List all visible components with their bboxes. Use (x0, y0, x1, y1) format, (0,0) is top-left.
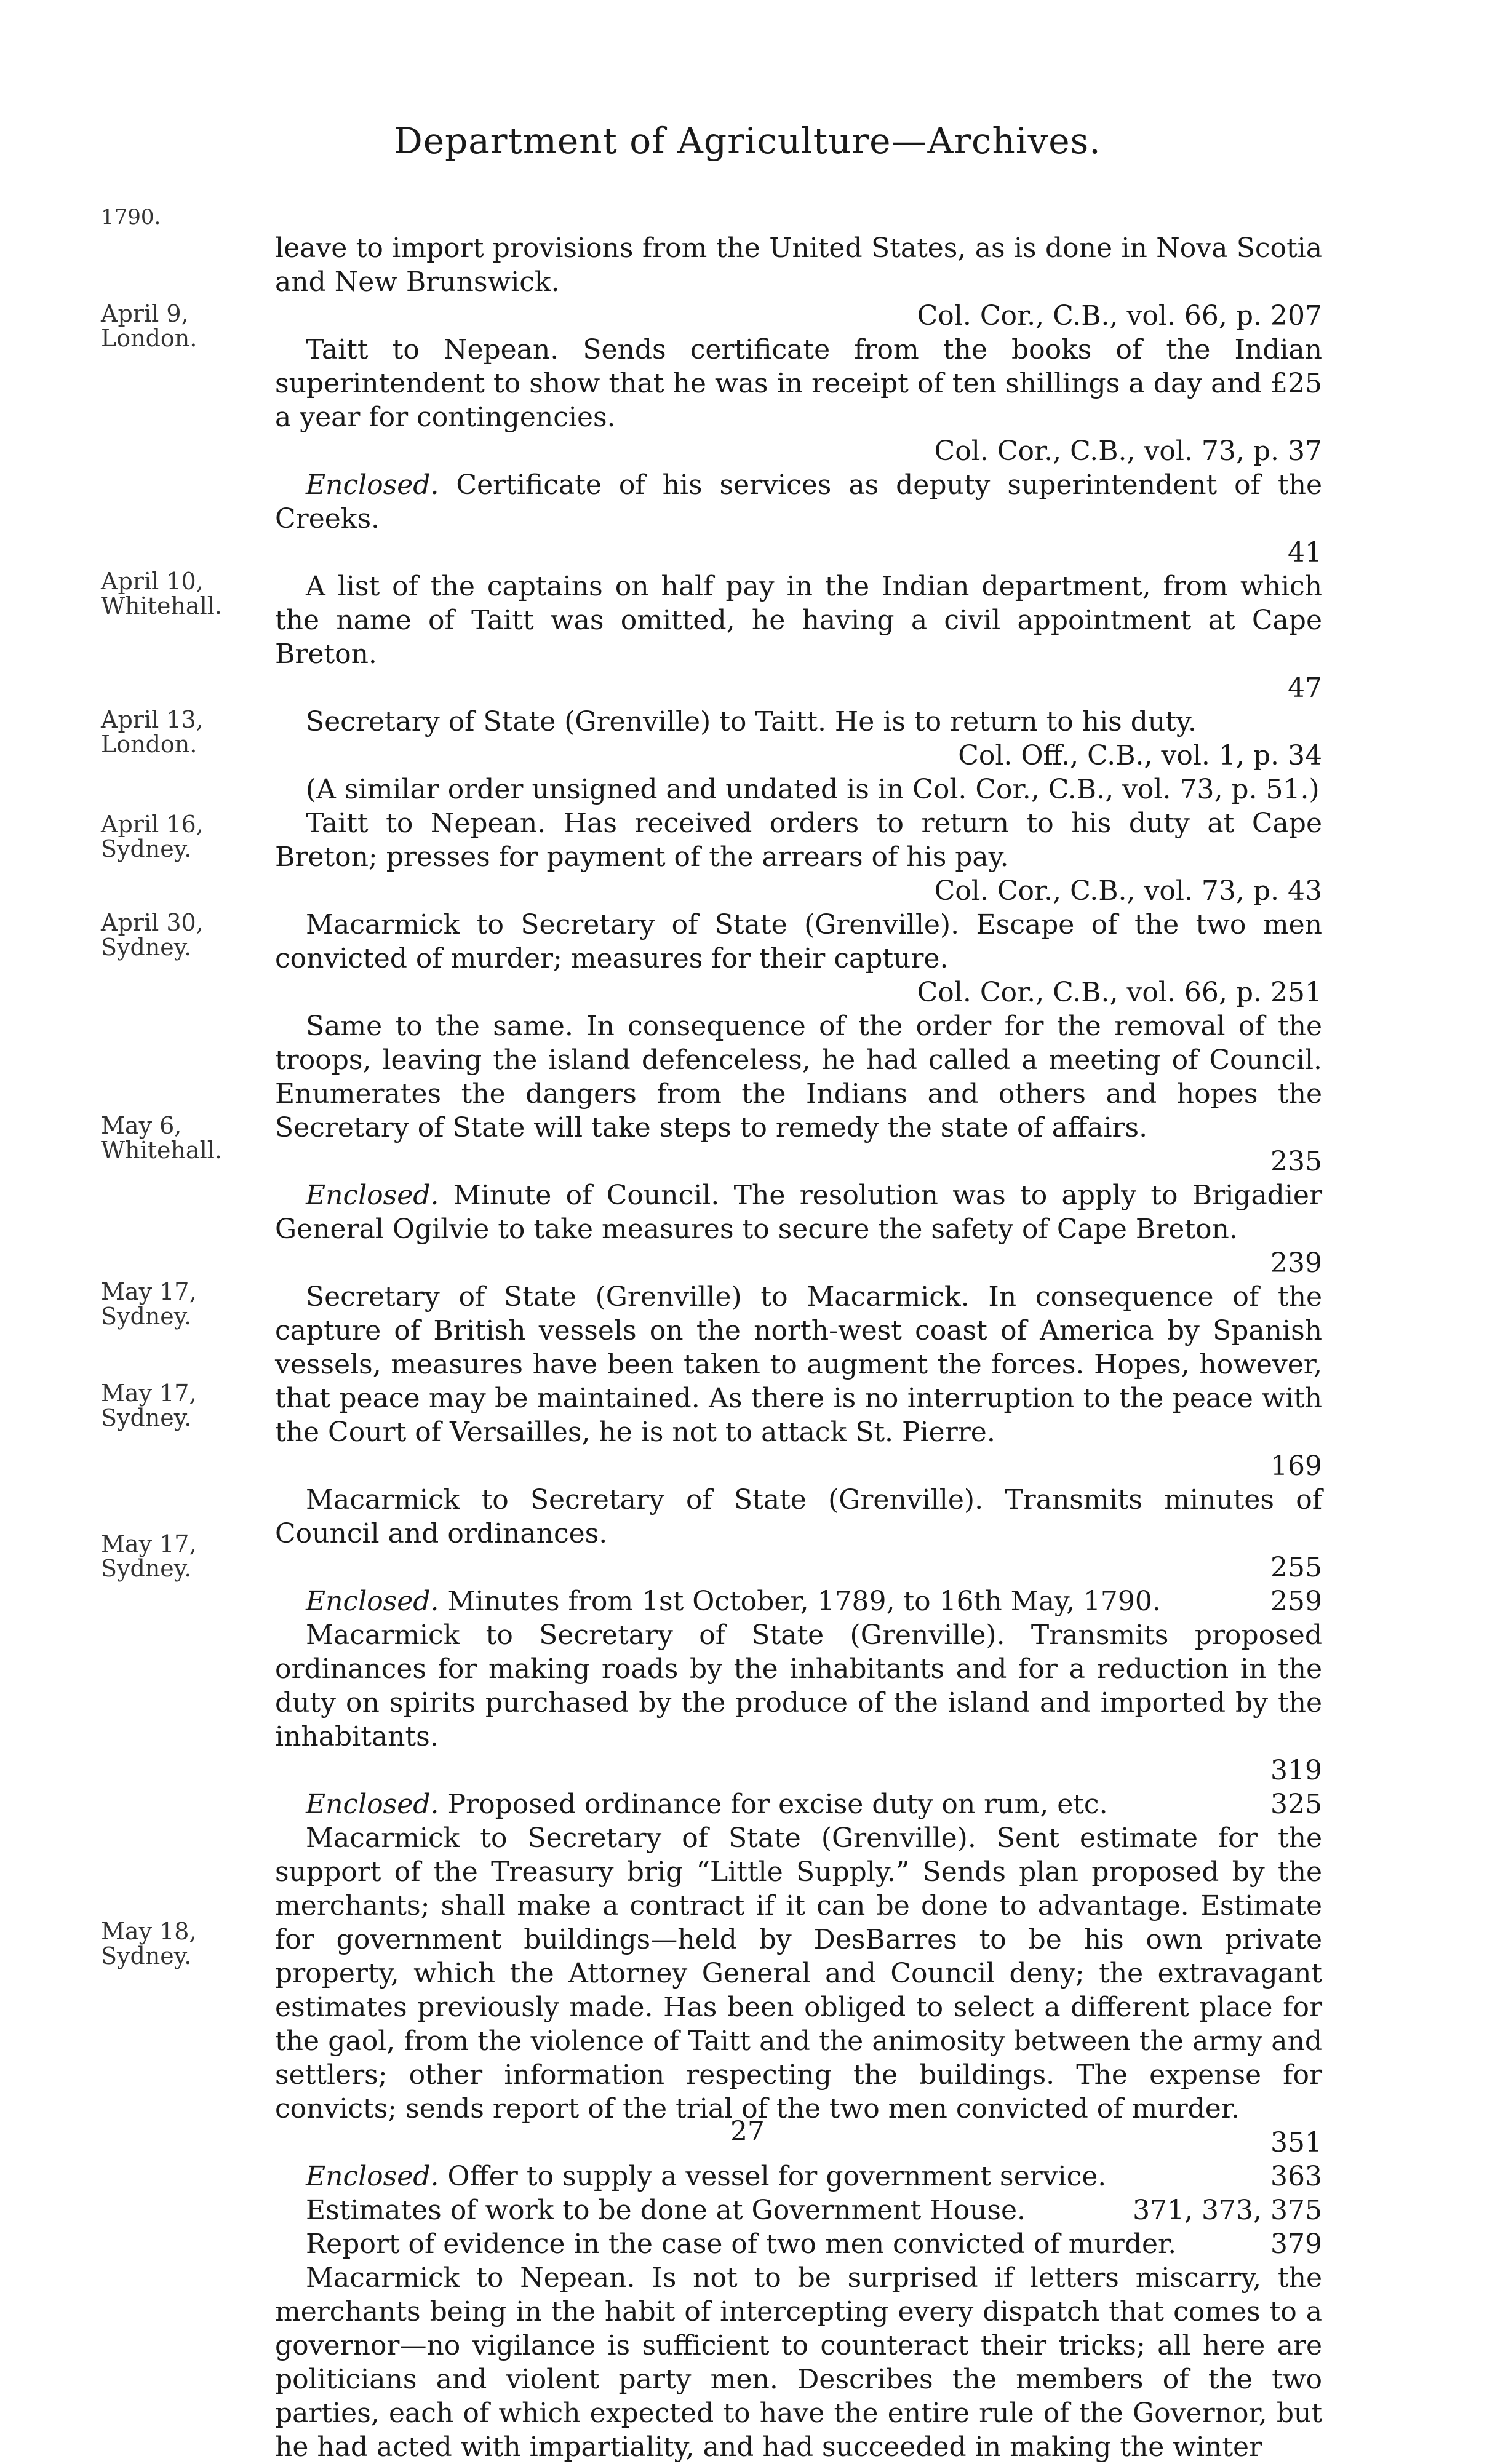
entry (275, 1483, 1322, 1584)
entry (275, 570, 1322, 705)
entry (275, 705, 1322, 806)
margin-note (101, 569, 249, 618)
margin-date: May 17, (101, 1380, 197, 1407)
enclosure-row (275, 1584, 1322, 1618)
entry (275, 1009, 1322, 1178)
enclosure-row (275, 2193, 1322, 2227)
margin-date: April 10, (101, 568, 204, 595)
entry-reference: Col. Off., C.B., vol. 1, p. 34 (958, 740, 1322, 771)
margin-date: May 18, (101, 1918, 197, 1945)
enclosure-row (275, 2160, 1322, 2193)
enclosed-label: Enclosed. (306, 469, 439, 501)
margin-note (101, 1919, 249, 1968)
margin-place: London. (101, 325, 197, 352)
entry-page: 259 (1270, 1586, 1322, 1617)
entry (275, 1821, 1322, 2160)
entry (275, 333, 1322, 468)
entry-reference: Col. Cor., C.B., vol. 66, p. 207 (917, 300, 1322, 332)
entry-text: Estimates of work to be done at Government House. (306, 2195, 1026, 2226)
entry-page: 325 (1270, 1789, 1322, 1820)
entry-text: Minutes from 1st October, 1789, to 16th May, 1790. (447, 1586, 1161, 1617)
margin-place: Whitehall. (101, 592, 222, 619)
entry-text: Macarmick to Nepean. Is not to be surprised if letters miscarry, the merchants being in the habit of intercepting every dispatch that comes to a governor—no vigilance is sufficient to counteract their tricks; all here are politicians and violent party men. Describes the members of the two parties, each of which expected to have the entire rule of the Governor, but he had acted with impartiality, and had succeeded in making the winter (275, 2262, 1322, 2463)
entry-page: 235 (1270, 1146, 1322, 1177)
margin-note (101, 1113, 249, 1162)
margin-place: London. (101, 731, 197, 758)
year-label: 1790. (101, 205, 161, 229)
entry-page: 47 (1288, 672, 1322, 704)
margin-note (101, 707, 249, 757)
entry-page: 363 (1270, 2161, 1322, 2192)
enclosure-row (275, 1787, 1322, 1821)
entry (275, 806, 1322, 908)
margin-place: Sydney. (101, 1555, 192, 1582)
entry-text: Secretary of State (Grenville) to Macarmick. In consequence of the capture of British vessels on the north-west coast of America by Spanish vessels, measures have been taken to augment the forces. Hopes, however, that peace may be maintained. As there is no interruption to the peace with the Court of Versailles, he is not to attack St. Pierre. (275, 1281, 1322, 1448)
entry-text: Report of evidence in the case of two men convicted of murder. (306, 2228, 1177, 2260)
entry-note: (A similar order unsigned and undated is in Col. Cor., C.B., vol. 73, p. 51.) (306, 774, 1320, 805)
entry-page: 379 (1270, 2228, 1322, 2260)
entry (275, 468, 1322, 570)
entry-reference: Col. Cor., C.B., vol. 73, p. 37 (934, 435, 1322, 467)
enclosed-label: Enclosed. (306, 1180, 439, 1211)
entry-text: Secretary of State (Grenville) to Taitt. He is to return to his duty. (306, 706, 1197, 737)
margin-note (101, 910, 249, 960)
entry (275, 908, 1322, 1009)
margin-note (101, 1532, 249, 1581)
entry-page: 239 (1270, 1247, 1322, 1279)
entry (275, 1178, 1322, 1280)
margin-place: Sydney. (101, 934, 192, 961)
enclosed-label: Enclosed. (306, 2161, 439, 2192)
entry-page: 319 (1270, 1755, 1322, 1786)
enclosed-label: Enclosed. (306, 1586, 439, 1617)
margin-note (101, 1381, 249, 1430)
enclosed-label: Enclosed. (306, 1789, 439, 1820)
entry (275, 1618, 1322, 1787)
entry-text: leave to import provisions from the United States, as is done in Nova Scotia and New Brunswick. (275, 232, 1322, 298)
entry-reference: Col. Cor., C.B., vol. 66, p. 251 (917, 977, 1322, 1008)
margin-place: Sydney. (101, 1404, 192, 1431)
entry (275, 231, 1322, 333)
page-title: Department of Agriculture—Archives. (394, 120, 1101, 162)
entry-text: Proposed ordinance for excise duty on rum, etc. (447, 1789, 1108, 1820)
margin-date: May 17, (101, 1530, 197, 1557)
entry-text: A list of the captains on half pay in the Indian department, from which the name of Taitt was omitted, he having a civil appointment at Cape Breton. (275, 571, 1322, 670)
entry-text: Offer to supply a vessel for government service. (447, 2161, 1107, 2192)
entry-text: Minute of Council. The resolution was to apply to Brigadier General Ogilvie to take measures to secure the safety of Cape Breton. (275, 1180, 1322, 1245)
margin-date: April 13, (101, 706, 204, 733)
entry-page: 41 (1288, 537, 1322, 568)
page-number: 27 (730, 2116, 765, 2147)
entry-reference: Col. Cor., C.B., vol. 73, p. 43 (934, 875, 1322, 907)
margin-note (101, 812, 249, 861)
entry-page: 371, 373, 375 (1133, 2195, 1322, 2226)
margin-date: April 30, (101, 909, 204, 936)
entry-page: 255 (1270, 1552, 1322, 1583)
margin-place: Whitehall. (101, 1137, 222, 1164)
margin-date: May 6, (101, 1112, 182, 1139)
margin-note (101, 301, 249, 351)
entry-text: Macarmick to Secretary of State (Grenville). Sent estimate for the support of the Treasury brig “Little Supply.” Sends plan proposed by the merchants; shall make a contract if it can be done to advantage. Estimate for government buildings—held by DesBarres to be his own private property, which the Attorney General and Council deny; the extravagant estimates previously made. Has been obliged to select a different place for the gaol, from the violence of Taitt and the animosity between the army and settlers; other information respecting the buildings. The expense for convicts; sends report of the trial of the two men convicted of murder. (275, 1822, 1322, 2124)
entry-text: Macarmick to Secretary of State (Grenville). Transmits minutes of Council and ordinances. (275, 1484, 1322, 1549)
entry-text: Macarmick to Secretary of State (Grenville). Transmits proposed ordinances for making roads by the inhabitants and for a reduction in the duty on spirits purchased by the produce of the island and imported by the inhabitants. (275, 1619, 1322, 1752)
margin-date: April 16, (101, 811, 204, 838)
margin-date: May 17, (101, 1278, 197, 1305)
enclosure-row (275, 2227, 1322, 2261)
entry-text: Taitt to Nepean. Sends certificate from the books of the Indian superintendent to show that he was in receipt of ten shillings a day and £25 a year for contingencies. (275, 334, 1322, 433)
entry-page: 351 (1270, 2127, 1322, 2158)
entry-page: 169 (1270, 1450, 1322, 1482)
entry (275, 1280, 1322, 1483)
entry-text: Taitt to Nepean. Has received orders to return to his duty at Cape Breton; presses for payment of the arrears of his pay. (275, 808, 1322, 873)
margin-place: Sydney. (101, 1303, 192, 1330)
entry-text: Certificate of his services as deputy superintendent of the Creeks. (275, 469, 1322, 535)
margin-place: Sydney. (101, 1942, 192, 1969)
margin-note (101, 1279, 249, 1329)
margin-place: Sydney. (101, 835, 192, 862)
entry-text: Same to the same. In consequence of the order for the removal of the troops, leaving the island defenceless, he had called a meeting of Council. Enumerates the dangers from the Indians and others and hopes the Secretary of State will take steps to remedy the state of affairs. (275, 1011, 1322, 1143)
entry-text: Macarmick to Secretary of State (Grenville). Escape of the two men convicted of murder; measures for their capture. (275, 909, 1322, 974)
entry (275, 2261, 1322, 2464)
margin-date: April 9, (101, 300, 189, 327)
